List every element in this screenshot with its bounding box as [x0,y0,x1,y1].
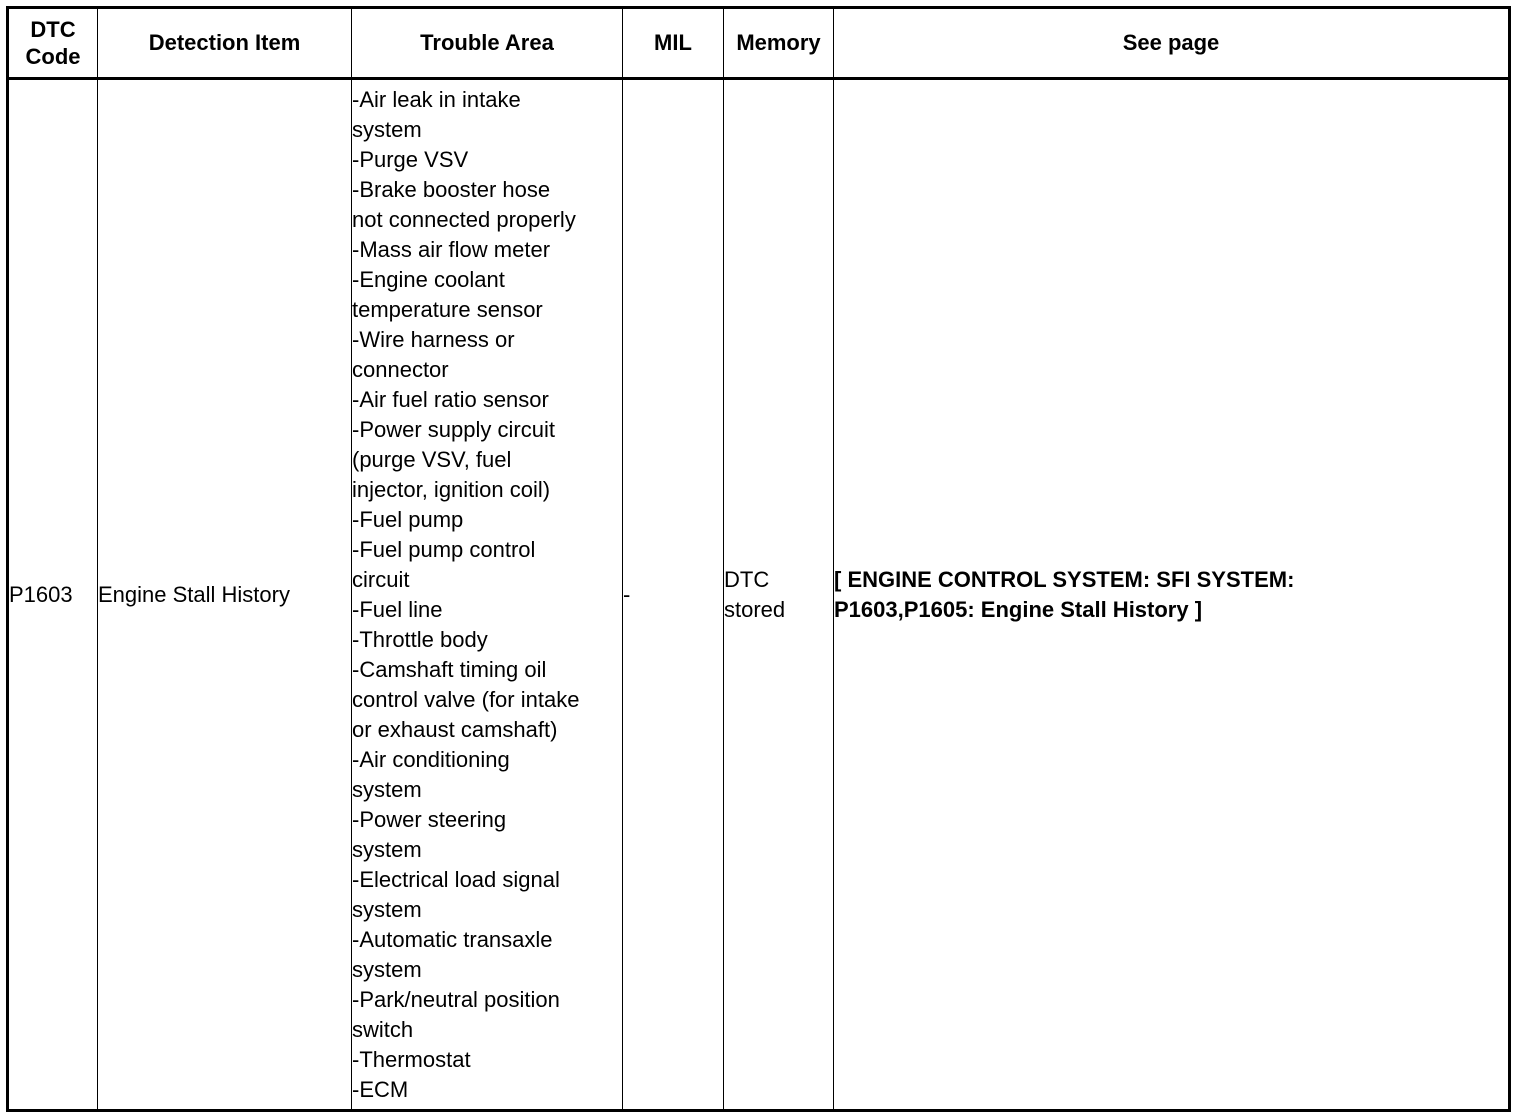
mil-cell: - [623,79,724,1111]
trouble-area-item: system [352,956,422,982]
trouble-area-list [352,85,622,1105]
trouble-area-item: -Purge VSV [352,146,469,172]
trouble-area-item: -Wire harness or [352,326,515,352]
dtc-code-header [8,8,98,79]
trouble-area-item: -Power supply circuit [352,416,555,442]
memory-line2: stored [724,596,786,622]
dtc-table [6,6,1511,1112]
trouble-area-item: system [352,116,422,142]
dtc-code-header-line2: Code [25,44,81,69]
see-page-cell[interactable] [834,79,1510,1111]
memory-header: Memory [724,8,834,79]
trouble-area-item: or exhaust camshaft) [352,716,558,742]
see-page-link-line1[interactable]: [ ENGINE CONTROL SYSTEM: SFI SYSTEM: [834,566,1295,592]
trouble-area-item: (purge VSV, fuel [352,446,512,472]
trouble-area-header: Trouble Area [352,8,623,79]
trouble-area-item: temperature sensor [352,296,543,322]
trouble-area-item: -Air conditioning [352,746,510,772]
trouble-area-item: -Automatic transaxle [352,926,553,952]
trouble-area-item: connector [352,356,449,382]
trouble-area-cell [352,79,623,1111]
detection-item-header: Detection Item [98,8,352,79]
trouble-area-item: -Brake booster hose [352,176,551,202]
dtc-code-header-line1: DTC [30,17,76,42]
trouble-area-item: -Air fuel ratio sensor [352,386,549,412]
trouble-area-item: -Air leak in intake [352,86,521,112]
trouble-area-item: -Thermostat [352,1046,471,1072]
memory-cell [724,79,834,1111]
trouble-area-item: system [352,896,422,922]
header-row [8,8,1510,79]
trouble-area-item: -Electrical load signal [352,866,560,892]
trouble-area-item: not connected properly [352,206,576,232]
trouble-area-item: -Park/neutral position [352,986,560,1012]
trouble-area-item: -Camshaft timing oil [352,656,547,682]
trouble-area-item: -Mass air flow meter [352,236,551,262]
trouble-area-item: injector, ignition coil) [352,476,551,502]
trouble-area-item: -Power steering [352,806,507,832]
see-page-header: See page [834,8,1510,79]
trouble-area-item: -Fuel line [352,596,443,622]
trouble-area-item: control valve (for intake [352,686,580,712]
see-page-link-line2[interactable]: P1603,P1605: Engine Stall History ] [834,596,1203,622]
trouble-area-item: system [352,836,422,862]
mil-header: MIL [623,8,724,79]
trouble-area-item: switch [352,1016,414,1042]
trouble-area-item: system [352,776,422,802]
trouble-area-item: -Engine coolant [352,266,505,292]
dtc-code-cell: P1603 [8,79,98,1111]
memory-line1: DTC [724,566,770,592]
trouble-area-item: circuit [352,566,410,592]
detection-item-cell: Engine Stall History [98,79,352,1111]
trouble-area-item: -Fuel pump control [352,536,536,562]
trouble-area-item: -Fuel pump [352,506,464,532]
table-row [8,79,1510,1111]
trouble-area-item: -Throttle body [352,626,488,652]
trouble-area-item: -ECM [352,1076,409,1102]
